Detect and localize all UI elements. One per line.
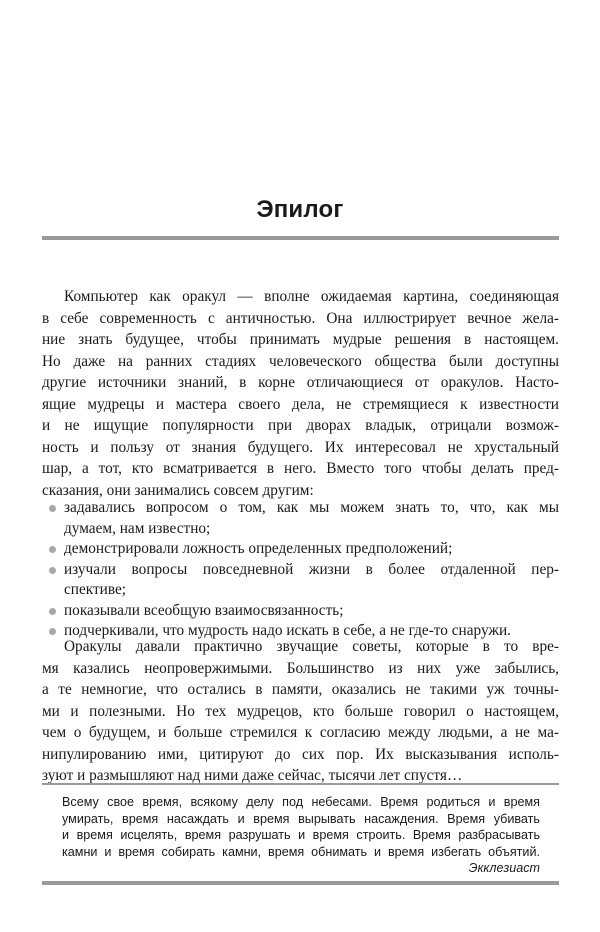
paragraph-line: мя казались неопровержимыми. Большинство из них уже забылись, [42,659,559,677]
list-item-line: подчеркивали, что мудрость надо искать в себе, а не где-то снаружи. [64,622,511,639]
paragraph-line: Но даже на ранних стадиях человеческого общества были доступны [42,352,559,370]
paragraph-conclusion [42,636,559,787]
paragraph-line: Компьютер как оракул — вполне ожидаемая картина, соединяющая [64,288,559,305]
paragraph-line: ми и полезными. Но тех мудрецов, кто больше говорил о настоящем, [42,702,559,720]
paragraph-line: Оракулы давали практично звучащие советы, которые в то вре- [64,638,559,655]
paragraph-line: в себе современность с античностью. Она иллюстрирует вечное жела- [42,309,559,327]
bullet-icon [49,608,56,615]
paragraph-line: ящие мудрецы и мастера своего дела, не стремящиеся к известности [42,395,559,413]
paragraph-line: другие источники знаний, в корне отличающиеся от оракулов. Насто- [42,374,559,391]
title-divider [42,236,559,240]
quote-line: Всему свое время, всякому делу под небесами. Время родиться и время [62,795,540,809]
epigraph-quote [42,783,559,885]
paragraph-line: нипулированию ими, цитируют до сих пор. Их высказывания исполь- [42,745,559,763]
list-item-line: спективе; [64,581,127,598]
paragraph-line: а те немногие, что остались в памяти, оказались не такими уж точны- [42,681,559,698]
bullet-icon [49,505,56,512]
list-item-line: думаем, нам известно; [64,519,211,537]
quote-text [62,794,540,877]
quote-author: Экклезиаст [468,861,540,876]
paragraph-intro [42,286,559,501]
paragraph-line: сказания, они занимались совсем другим: [42,481,314,499]
paragraph-line: шар, а тот, кто всматривается в него. Вместо того чтобы делать пред- [42,460,559,477]
quote-line: умирать, время насаждать и время вырывать насаждения. Время убивать [62,811,540,826]
list-item [42,539,559,560]
bullet-list [42,498,559,642]
list-item [42,560,559,601]
list-item-line: задавались вопросом о том, как мы можем знать то, что, как мы [64,499,559,516]
list-item-line: демонстрировали ложность определенных предположений; [64,540,453,557]
quote-line: и время исцелять, время разрушать и время строить. Время разбрасывать [62,828,540,843]
paragraph-line: зуют и размышляют над ними даже сейчас, тысячи лет спустя… [42,767,463,784]
paragraph-line: чем о будущем, и больше стремился к согласию между людьми, а не ма- [42,724,559,741]
list-item-line: показывали всеобщую взаимосвязанность; [64,601,344,619]
bullet-icon [49,567,56,574]
paragraph-line: ность и пользу от знания будущего. Их интересовал не хрустальный [42,438,559,456]
page-title: Эпилог [256,196,344,223]
list-item [42,498,559,539]
list-item [42,601,559,622]
paragraph-line: ние знать будущее, чтобы принимать мудрые решения в настоящем. [42,331,559,348]
bullet-icon [49,628,56,635]
bullet-icon [49,546,56,553]
paragraph-line: и не ищущие популярности при дворах владык, отрицали возмож- [42,417,559,434]
quote-line: камни и время собирать камни, время обнимать и время избегать объятий. [62,844,540,859]
list-item-line: изучали вопросы повседневной жизни в более отдаленной пер- [64,560,559,578]
